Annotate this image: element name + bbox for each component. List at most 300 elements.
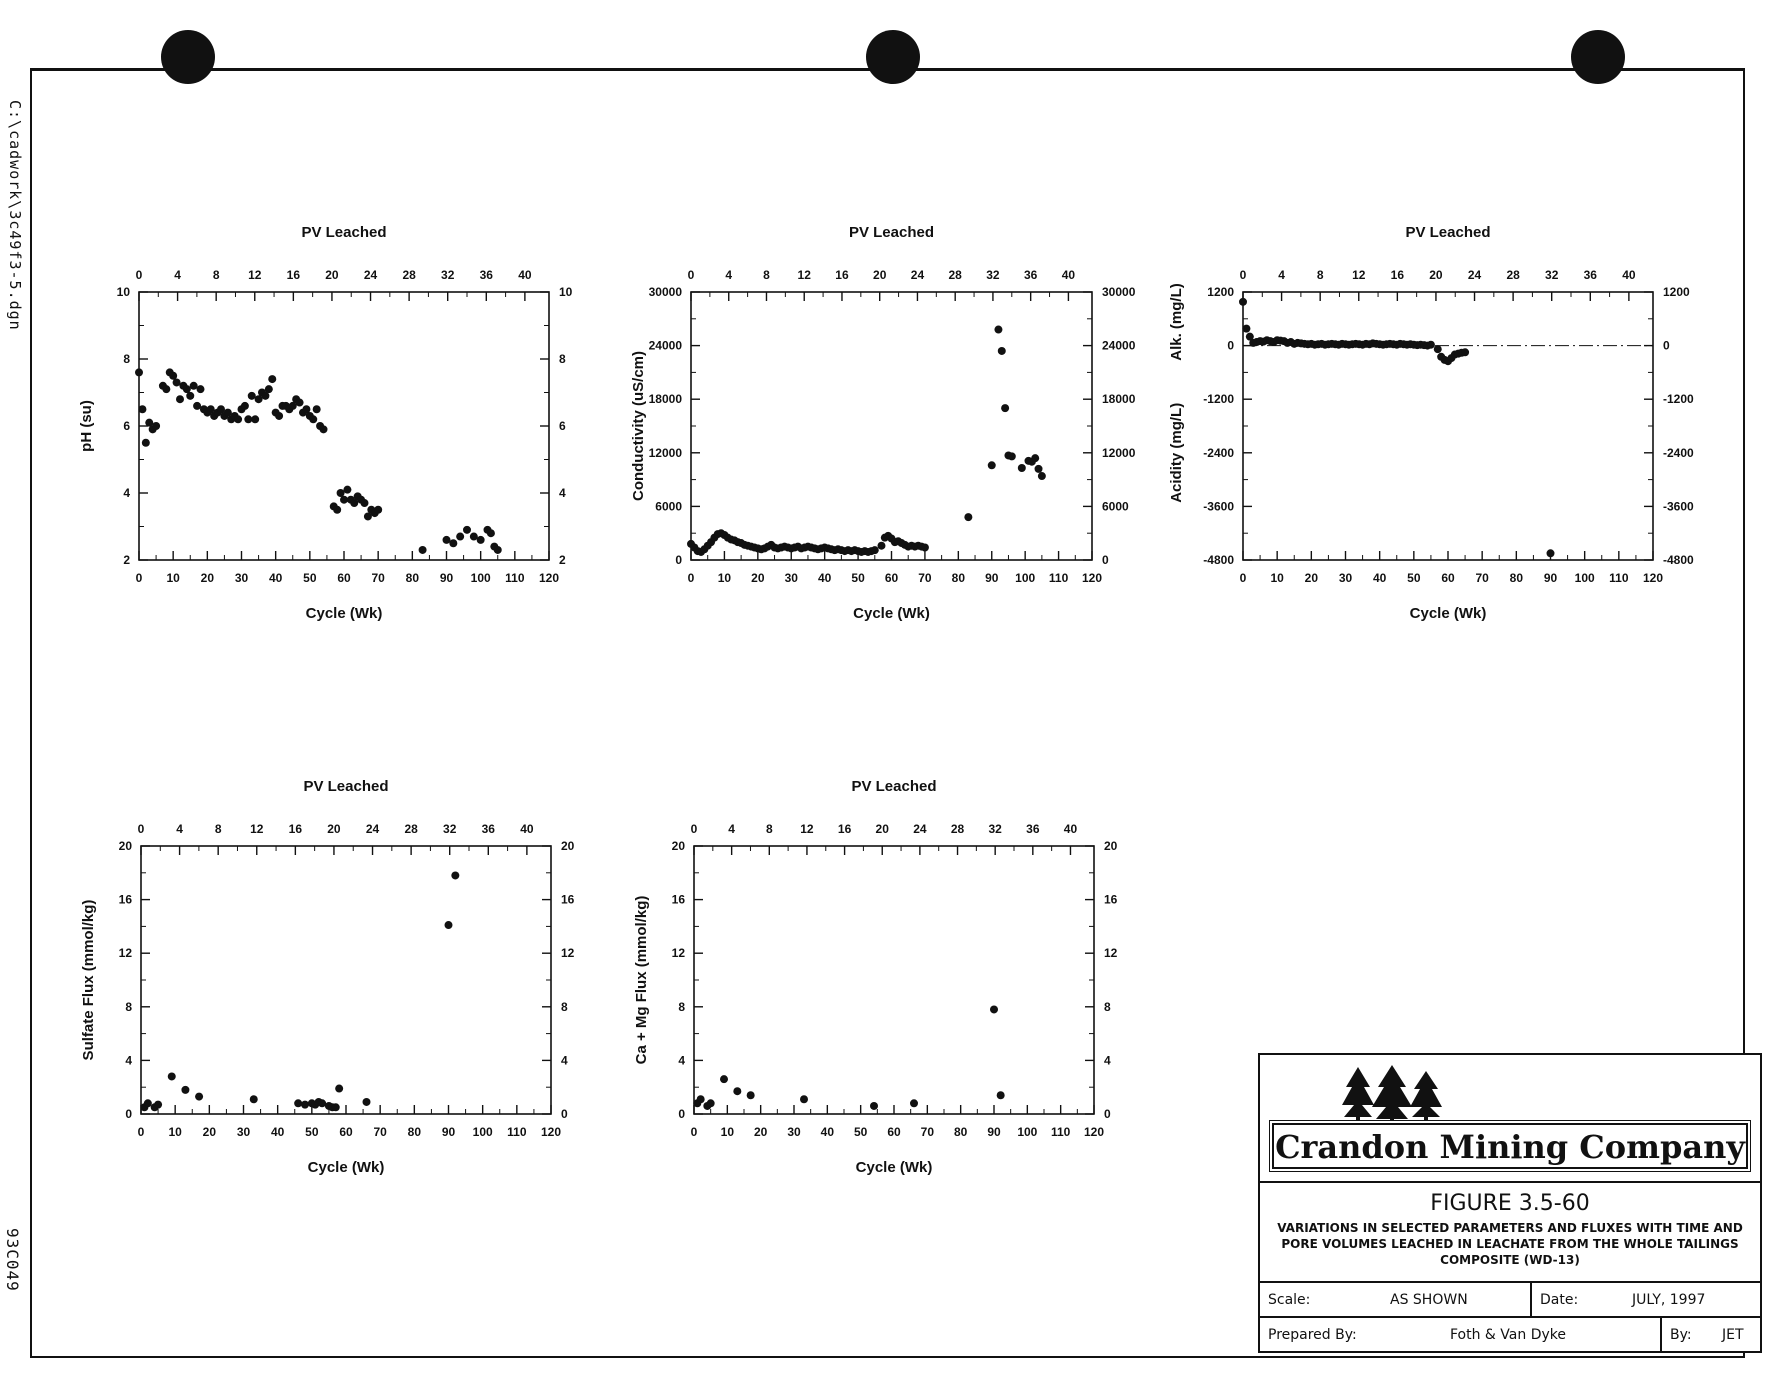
top-tick-label: 4 <box>728 822 735 836</box>
top-tick-label: 0 <box>137 822 145 836</box>
top-tick-label: 28 <box>950 822 965 836</box>
top-tick-label: 32 <box>1545 268 1559 282</box>
data-point <box>144 1099 152 1107</box>
data-point <box>720 1075 728 1083</box>
y-tick-label-left: 16 <box>671 892 685 907</box>
plot-frame <box>141 846 551 1114</box>
x-tick-label: 80 <box>953 1125 968 1139</box>
data-point <box>877 542 885 550</box>
x-tick-label: 20 <box>200 571 215 585</box>
figure-description: VARIATIONS IN SELECTED PARAMETERS AND FLUXES WITH TIME AND PORE VOLUMES LEACHED IN LEACHATE FROM THE WHOLE TAILINGS COMPOSITE (WD-13) <box>1277 1221 1743 1267</box>
top-tick-label: 36 <box>1583 268 1597 282</box>
top-tick-label: 28 <box>948 268 962 282</box>
top-tick-label: 20 <box>875 822 889 836</box>
x-tick-label: 40 <box>1372 571 1387 585</box>
x-tick-label: 90 <box>987 1125 1001 1139</box>
x-tick-label: 0 <box>137 1125 145 1139</box>
data-point <box>173 378 181 386</box>
data-point <box>152 422 160 430</box>
chart-2 <box>630 224 1136 622</box>
data-point <box>374 506 382 514</box>
x-tick-label: 20 <box>751 571 765 585</box>
data-point <box>197 385 205 393</box>
y-tick-label-left: 4 <box>125 1053 132 1068</box>
company-name: Crandon Mining Company <box>1272 1123 1748 1169</box>
data-point <box>1242 325 1250 333</box>
top-tick-label: 32 <box>986 268 1000 282</box>
x-tick-label: 20 <box>1304 571 1319 585</box>
data-point <box>361 499 369 507</box>
x-tick-label: 110 <box>1048 571 1069 585</box>
x-tick-label: 110 <box>1609 571 1629 585</box>
x-tick-label: 50 <box>303 571 317 585</box>
y-tick-label-right: 12 <box>1104 946 1118 961</box>
data-point <box>335 1085 343 1093</box>
chart-4 <box>80 778 575 1176</box>
top-tick-label: 32 <box>443 822 457 836</box>
x-tick-label: 80 <box>405 571 420 585</box>
y-tick-label-right: 16 <box>561 892 575 907</box>
data-point <box>190 382 198 390</box>
data-point <box>477 536 485 544</box>
x-tick-label: 10 <box>1270 571 1284 585</box>
data-point <box>990 1005 998 1013</box>
x-tick-label: 0 <box>135 571 143 585</box>
top-tick-label: 40 <box>1622 268 1636 282</box>
data-point <box>456 533 464 541</box>
scale-label: Scale: <box>1268 1292 1311 1308</box>
top-tick-label: 36 <box>481 822 495 836</box>
x-tick-label: 90 <box>441 1125 456 1139</box>
y-tick-label-left: 6000 <box>655 499 682 514</box>
x-tick-label: 110 <box>507 1125 527 1139</box>
data-point <box>964 513 972 521</box>
data-point <box>697 1095 705 1103</box>
company-logo-area <box>1260 1055 1760 1183</box>
y-tick-label-right: 0 <box>561 1107 568 1121</box>
x-tick-label: 80 <box>1509 571 1524 585</box>
y-tick-label-left: 0 <box>678 1107 685 1121</box>
top-tick-label: 28 <box>1506 268 1520 282</box>
x-tick-label: 0 <box>690 1125 698 1139</box>
y-tick-label-right: 20 <box>561 839 575 853</box>
y-tick-label-left: -1200 <box>1203 392 1234 407</box>
scale-date-row <box>1260 1283 1760 1318</box>
y-axis-title: Conductivity (uS/cm) <box>630 350 647 502</box>
x-tick-label: 40 <box>270 1125 285 1139</box>
x-tick-label: 90 <box>1543 571 1558 585</box>
top-tick-label: 28 <box>402 268 416 282</box>
data-point <box>181 1086 189 1094</box>
top-tick-label: 24 <box>363 268 378 282</box>
y-tick-label-right: -2400 <box>1663 445 1694 460</box>
trees-logo-icon <box>1340 1065 1450 1121</box>
y-tick-label-left: 8 <box>123 352 130 366</box>
data-point <box>265 385 273 393</box>
y-tick-label-right: 8 <box>561 999 568 1014</box>
data-point <box>138 405 146 413</box>
y-tick-label-right: 8 <box>559 352 566 366</box>
y-tick-label-right: 10 <box>559 285 573 299</box>
x-tick-label: 120 <box>1642 571 1664 585</box>
top-tick-label: 32 <box>988 822 1002 836</box>
top-tick-label: 12 <box>1352 268 1366 282</box>
x-tick-label: 30 <box>1338 571 1353 585</box>
chart-3 <box>1168 224 1694 622</box>
top-axis-title: PV Leached <box>301 224 387 241</box>
data-point <box>248 392 256 400</box>
x-tick-label: 100 <box>1015 571 1036 585</box>
data-point <box>451 871 459 879</box>
data-point <box>1461 348 1469 356</box>
x-tick-label: 50 <box>1407 571 1421 585</box>
x-axis-title: Cycle (Wk) <box>855 1159 933 1176</box>
data-point <box>463 526 471 534</box>
data-point <box>998 347 1006 355</box>
y-tick-label-left: 2 <box>123 553 130 567</box>
y-tick-label-right: 4 <box>559 486 566 500</box>
top-tick-label: 20 <box>327 822 341 836</box>
data-point <box>1434 345 1442 353</box>
y-tick-label-right: 12 <box>561 946 575 961</box>
prepared-by-label: Prepared By: <box>1268 1327 1357 1343</box>
y-axis-title: Sulfate Flux (mmol/kg) <box>80 899 97 1061</box>
data-point <box>494 546 502 554</box>
y-tick-label-right: -4800 <box>1663 553 1694 567</box>
y-axis-title: Ca + Mg Flux (mmol/kg) <box>633 895 650 1065</box>
top-tick-label: 4 <box>725 268 733 282</box>
x-tick-label: 30 <box>784 571 798 585</box>
y-tick-label-right: 6000 <box>1102 499 1129 514</box>
data-point <box>318 1099 326 1107</box>
top-tick-label: 40 <box>520 822 534 836</box>
top-tick-label: 16 <box>286 268 301 282</box>
y-tick-label-right: 2 <box>559 553 566 567</box>
x-tick-label: 110 <box>505 571 525 585</box>
top-tick-label: 4 <box>1278 268 1285 282</box>
plot-frame <box>1243 292 1653 560</box>
data-point <box>343 486 351 494</box>
top-tick-label: 16 <box>1390 268 1405 282</box>
top-tick-label: 12 <box>248 268 262 282</box>
y-tick-label-left: 6 <box>123 419 130 433</box>
data-point <box>309 415 317 423</box>
x-tick-label: 50 <box>853 1125 868 1139</box>
top-tick-label: 0 <box>690 822 698 836</box>
top-axis-title: PV Leached <box>303 778 389 795</box>
x-axis-title: Cycle (Wk) <box>1409 605 1487 622</box>
y-tick-label-right: 4 <box>1104 1053 1111 1068</box>
y-tick-label-left: -3600 <box>1203 499 1234 514</box>
data-point <box>921 543 929 551</box>
y-tick-label-left: 12 <box>118 946 132 961</box>
data-point <box>154 1101 162 1109</box>
x-tick-label: 100 <box>470 571 491 585</box>
top-tick-label: 0 <box>1239 268 1247 282</box>
y-tick-label-left: 18000 <box>648 392 682 407</box>
top-tick-label: 24 <box>365 822 380 836</box>
top-tick-label: 8 <box>765 822 773 836</box>
plot-frame <box>139 292 549 560</box>
x-tick-label: 20 <box>753 1125 768 1139</box>
data-point <box>250 1095 258 1103</box>
data-point <box>1035 465 1043 473</box>
top-tick-label: 24 <box>913 822 927 836</box>
top-tick-label: 20 <box>873 268 887 282</box>
top-tick-label: 32 <box>441 268 455 282</box>
top-tick-label: 12 <box>250 822 264 836</box>
y-tick-label-right: -3600 <box>1663 499 1694 514</box>
x-tick-label: 70 <box>920 1125 935 1139</box>
x-tick-label: 70 <box>918 571 932 585</box>
top-tick-label: 12 <box>800 822 814 836</box>
data-point <box>870 1102 878 1110</box>
data-point <box>340 496 348 504</box>
y-tick-label-right: 12000 <box>1102 445 1136 460</box>
top-tick-label: 20 <box>1429 268 1443 282</box>
by-value: JET <box>1722 1327 1744 1343</box>
x-tick-label: 80 <box>407 1125 422 1139</box>
top-tick-label: 20 <box>325 268 339 282</box>
chart-1 <box>78 224 573 622</box>
y-tick-label-left: 16 <box>118 892 132 907</box>
y-tick-label-right: 6 <box>559 419 566 433</box>
data-point <box>275 412 283 420</box>
data-point <box>1038 472 1046 480</box>
x-tick-label: 50 <box>305 1125 319 1139</box>
x-tick-label: 120 <box>1081 571 1103 585</box>
data-point <box>997 1091 1005 1099</box>
y-tick-label-left: 20 <box>118 839 132 853</box>
y-tick-label-right: 0 <box>1663 338 1670 353</box>
y-tick-label-left: 12 <box>671 946 685 961</box>
x-tick-label: 10 <box>717 571 732 585</box>
data-point <box>988 461 996 469</box>
data-point <box>445 921 453 929</box>
y-tick-label-left: 24000 <box>648 338 682 353</box>
data-point <box>871 546 879 554</box>
x-tick-label: 40 <box>268 571 283 585</box>
top-tick-label: 40 <box>1061 268 1076 282</box>
data-point <box>186 392 194 400</box>
scale-value: AS SHOWN <box>1390 1292 1468 1308</box>
y-tick-label-right: 20 <box>1104 839 1118 853</box>
top-tick-label: 8 <box>212 268 220 282</box>
x-tick-label: 10 <box>166 571 180 585</box>
chart-5 <box>633 778 1118 1176</box>
sheet-code: 93C049 <box>3 1228 22 1292</box>
x-tick-label: 80 <box>951 571 966 585</box>
data-point <box>1031 454 1039 462</box>
data-point <box>320 425 328 433</box>
x-tick-label: 60 <box>1441 571 1455 585</box>
x-tick-label: 70 <box>373 1125 387 1139</box>
top-tick-label: 4 <box>174 268 181 282</box>
y-tick-label-left: 0 <box>1227 338 1234 353</box>
top-axis-title: PV Leached <box>1405 224 1491 241</box>
data-point <box>363 1098 371 1106</box>
y-tick-label-right: 0 <box>1104 1107 1111 1121</box>
data-point <box>733 1087 741 1095</box>
data-point <box>268 375 276 383</box>
x-tick-label: 120 <box>540 1125 562 1139</box>
x-axis-title: Cycle (Wk) <box>307 1159 385 1176</box>
x-tick-label: 110 <box>1050 1125 1071 1139</box>
y-tick-label-left: 8 <box>125 999 132 1014</box>
x-tick-label: 40 <box>820 1125 835 1139</box>
data-point <box>1008 452 1016 460</box>
title-block <box>1258 1053 1762 1353</box>
data-point <box>332 1103 340 1111</box>
data-point <box>193 402 201 410</box>
y-tick-label-right: 1200 <box>1663 285 1690 299</box>
y-tick-label-right: 8 <box>1104 999 1111 1014</box>
y-tick-label-left: -2400 <box>1203 445 1234 460</box>
x-tick-label: 60 <box>337 571 351 585</box>
x-tick-label: 70 <box>1475 571 1489 585</box>
top-tick-label: 8 <box>214 822 222 836</box>
x-tick-label: 120 <box>1083 1125 1105 1139</box>
x-tick-label: 10 <box>720 1125 735 1139</box>
top-tick-label: 12 <box>797 268 811 282</box>
plot-frame <box>694 846 1094 1114</box>
top-tick-label: 16 <box>837 822 852 836</box>
data-point <box>419 546 427 554</box>
prepared-by-row <box>1260 1318 1760 1353</box>
x-tick-label: 60 <box>887 1125 901 1139</box>
data-point <box>234 415 242 423</box>
data-point <box>162 385 170 393</box>
data-point <box>176 395 184 403</box>
y-tick-label-left: 8 <box>678 999 685 1014</box>
data-point <box>142 439 150 447</box>
data-point <box>251 415 259 423</box>
data-point <box>1427 341 1435 349</box>
top-tick-label: 36 <box>1026 822 1040 836</box>
data-point <box>747 1091 755 1099</box>
top-tick-label: 8 <box>1316 268 1324 282</box>
x-tick-label: 20 <box>202 1125 217 1139</box>
x-tick-label: 10 <box>168 1125 182 1139</box>
figure-caption <box>1260 1183 1760 1283</box>
top-tick-label: 16 <box>835 268 849 282</box>
y-tick-label-left: -4800 <box>1203 553 1234 567</box>
data-point <box>707 1099 715 1107</box>
y-tick-label-left: 4 <box>123 486 130 500</box>
date-value: JULY, 1997 <box>1632 1292 1706 1308</box>
x-tick-label: 60 <box>339 1125 353 1139</box>
data-point <box>168 1072 176 1080</box>
y-tick-label-right: 30000 <box>1102 285 1136 299</box>
data-point <box>994 326 1002 334</box>
y-tick-label-right: 16 <box>1104 892 1118 907</box>
y-tick-label-left: 0 <box>125 1107 132 1121</box>
top-axis-title: PV Leached <box>851 778 937 795</box>
data-point <box>301 1101 309 1109</box>
top-tick-label: 0 <box>687 268 695 282</box>
top-tick-label: 28 <box>404 822 418 836</box>
y-tick-label-right: -1200 <box>1663 392 1694 407</box>
y-axis-title: pH (su) <box>78 400 95 452</box>
x-tick-label: 90 <box>985 571 999 585</box>
top-tick-label: 24 <box>910 268 925 282</box>
data-point <box>443 536 451 544</box>
x-tick-label: 60 <box>884 571 899 585</box>
y-tick-label-left: 4 <box>678 1053 685 1068</box>
y-tick-label-left: 30000 <box>648 285 682 299</box>
data-point <box>313 405 321 413</box>
x-tick-label: 30 <box>236 1125 251 1139</box>
data-point <box>800 1095 808 1103</box>
top-tick-label: 4 <box>176 822 183 836</box>
top-tick-label: 36 <box>1023 268 1038 282</box>
y-tick-label-left: 12000 <box>648 445 682 460</box>
x-tick-label: 30 <box>787 1125 801 1139</box>
data-point <box>910 1099 918 1107</box>
top-tick-label: 24 <box>1467 268 1482 282</box>
data-point <box>449 539 457 547</box>
data-point <box>244 415 252 423</box>
data-point <box>195 1093 203 1101</box>
data-point <box>296 399 304 407</box>
data-point <box>1239 298 1247 306</box>
x-axis-title: Cycle (Wk) <box>853 605 930 622</box>
by-label: By: <box>1660 1318 1692 1353</box>
y-axis-title: Acidity (mg/L) <box>1168 402 1185 503</box>
x-tick-label: 0 <box>687 571 695 585</box>
data-point <box>470 533 478 541</box>
date-label: Date: <box>1530 1283 1578 1318</box>
x-tick-label: 0 <box>1239 571 1247 585</box>
top-tick-label: 16 <box>288 822 303 836</box>
figure-number: FIGURE 3.5-60 <box>1430 1191 1590 1216</box>
plot-frame <box>691 292 1092 560</box>
data-point <box>333 506 341 514</box>
y-tick-label-right: 0 <box>1102 553 1109 567</box>
top-tick-label: 8 <box>763 268 770 282</box>
prepared-by-value: Foth & Van Dyke <box>1450 1327 1566 1343</box>
y-tick-label-left: 0 <box>675 553 682 567</box>
data-point <box>294 1099 302 1107</box>
y-tick-label-right: 18000 <box>1102 392 1136 407</box>
cad-file-path: C:\cadwork\3c49f3-5.dgn <box>6 100 24 331</box>
data-point <box>135 368 143 376</box>
y-tick-label-right: 4 <box>561 1053 568 1068</box>
x-tick-label: 100 <box>1574 571 1595 585</box>
y-tick-label-left: 10 <box>116 285 130 299</box>
x-tick-label: 50 <box>851 571 865 585</box>
y-axis-title-secondary: Alk. (mg/L) <box>1168 283 1185 361</box>
data-point <box>1547 549 1555 557</box>
x-tick-label: 100 <box>472 1125 493 1139</box>
top-tick-label: 0 <box>135 268 143 282</box>
x-axis-title: Cycle (Wk) <box>305 605 383 622</box>
data-point <box>487 529 495 537</box>
data-point <box>1001 404 1009 412</box>
x-tick-label: 90 <box>439 571 454 585</box>
x-tick-label: 120 <box>538 571 560 585</box>
top-tick-label: 36 <box>479 268 493 282</box>
data-point <box>1018 464 1026 472</box>
top-tick-label: 40 <box>518 268 532 282</box>
y-tick-label-right: 24000 <box>1102 338 1136 353</box>
x-tick-label: 30 <box>234 571 249 585</box>
top-tick-label: 40 <box>1063 822 1078 836</box>
x-tick-label: 40 <box>817 571 832 585</box>
data-point <box>241 402 249 410</box>
y-tick-label-left: 20 <box>671 839 685 853</box>
top-axis-title: PV Leached <box>848 224 935 241</box>
